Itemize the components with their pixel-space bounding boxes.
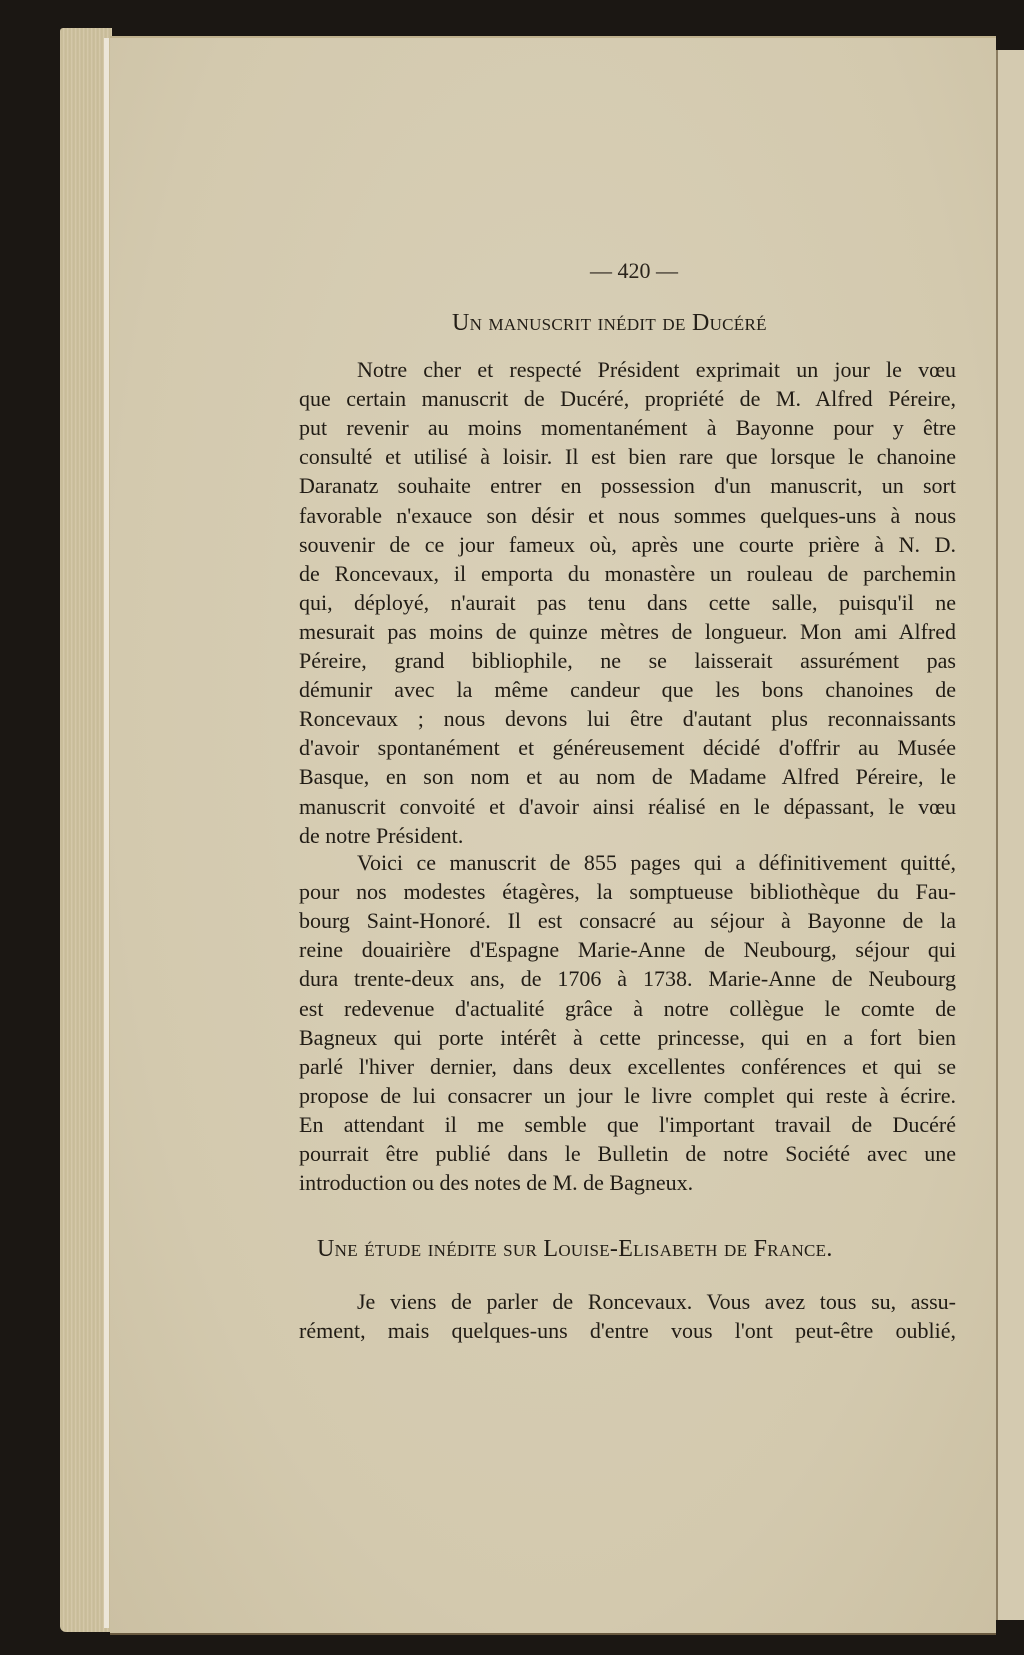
text-line: Daranatz souhaite entrer en possession d'un manuscrit, un sort: [299, 473, 956, 499]
adjacent-page-edge: [996, 50, 1024, 1620]
text-line: que certain manuscrit de Ducéré, propriété de M. Alfred Péreire,: [299, 386, 956, 412]
text-line: Roncevaux ; nous devons lui être d'autant plus reconnaissants: [299, 706, 956, 732]
text-line: qui, déployé, n'aurait pas tenu dans cette salle, puisqu'il ne: [299, 589, 956, 615]
text-line: En attendant il me semble que l'important travail de Ducéré: [299, 1111, 956, 1137]
text-line: pour nos modestes étagères, la somptueuse bibliothèque du Fau-: [299, 879, 956, 905]
text-line: introduction ou des notes de M. de Bagneux.: [299, 1170, 694, 1196]
text-line: favorable n'exauce son désir et nous sommes quelques-uns à nous: [299, 502, 956, 528]
text-line: parlé l'hiver dernier, dans deux excellentes conférences et qui se: [299, 1053, 956, 1079]
text-line: mesurait pas moins de quinze mètres de longueur. Mon ami Alfred: [299, 618, 956, 644]
text-line: Basque, en son nom et au nom de Madame Alfred Péreire, le: [299, 764, 956, 790]
text-line: démunir avec la même candeur que les bons chanoines de: [299, 677, 956, 703]
text-line: souvenir de ce jour fameux où, après une courte prière à N. D.: [299, 531, 956, 557]
text-line: Je viens de parler de Roncevaux. Vous avez tous su, assu-: [357, 1289, 956, 1314]
text-line: manuscrit convoité et d'avoir ainsi réalisé en le dépassant, le vœu: [299, 793, 956, 819]
page-number: — 420 —: [590, 258, 678, 283]
text-line: de notre Président.: [299, 822, 464, 848]
text-line: rément, mais quelques-uns d'entre vous l'ont peut-être oublié,: [299, 1318, 956, 1344]
text-line: put revenir au moins momentanément à Bayonne pour y être: [299, 415, 956, 441]
text-line: Voici ce manuscrit de 855 pages qui a définitivement quitté,: [357, 850, 956, 875]
text-line: dura trente-deux ans, de 1706 à 1738. Marie-Anne de Neubourg: [299, 966, 956, 992]
text-line: Bagneux qui porte intérêt à cette princesse, qui en a fort bien: [299, 1024, 956, 1050]
text-line: Notre cher et respecté Président exprimait un jour le vœu: [357, 357, 956, 382]
text-line: reine douairière d'Espagne Marie-Anne de Neubourg, séjour qui: [299, 937, 956, 963]
text-line: pourrait être publié dans le Bulletin de notre Société avec une: [299, 1141, 956, 1166]
section-heading-1: Un manuscrit inédit de Ducéré: [452, 310, 767, 336]
text-line: bourg Saint-Honoré. Il est consacré au séjour à Bayonne de la: [299, 908, 956, 934]
text-line: de Roncevaux, il emporta du monastère un rouleau de parchemin: [299, 560, 956, 586]
text-line: propose de lui consacrer un jour le livre complet qui reste à écrire.: [299, 1082, 956, 1108]
section-heading-2: Une étude inédite sur Louise-Elisabeth de France.: [317, 1236, 833, 1262]
text-line: d'avoir spontanément et généreusement décidé d'offrir au Musée: [299, 735, 956, 761]
text-line: Péreire, grand bibliophile, ne se laisserait assurément pas: [299, 648, 956, 673]
text-line: est redevenue d'actualité grâce à notre collègue le comte de: [299, 995, 956, 1021]
text-line: consulté et utilisé à loisir. Il est bien rare que lorsque le chanoine: [299, 444, 956, 470]
